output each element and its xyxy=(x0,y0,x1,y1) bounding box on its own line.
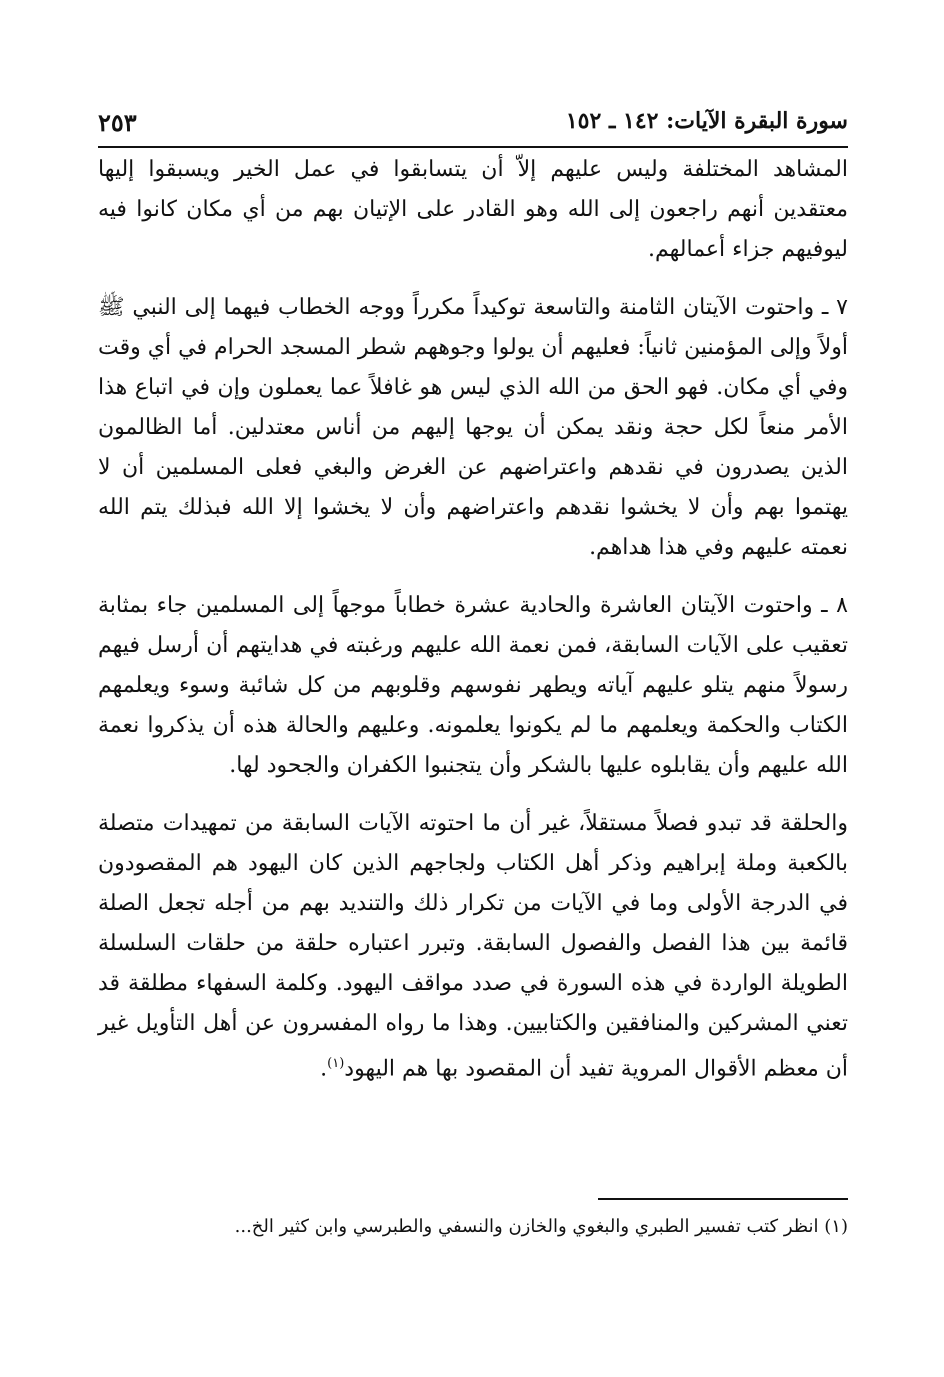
footnote-divider xyxy=(598,1198,848,1200)
footnote-reference: (١) xyxy=(327,1056,345,1071)
header-divider xyxy=(98,146,848,148)
running-title: سورة البقرة الآيات: ١٤٢ ـ ١٥٢ xyxy=(565,108,848,134)
paragraph-closing xyxy=(98,804,848,1089)
paragraph-point-7: ٧ ـ واحتوت الآيتان الثامنة والتاسعة توكيداً مكرراً ووجه الخطاب فيهما إلى النبي ﷺ أولاً وإلى المؤمنين ثانياً: فعليهم أن يولوا وجوههم شطر المسجد الحرام في أي وقت وفي أي مكان. فهو الحق من الله الذي ليس هو غافلاً عما يعملون وإن في اتباع هذا الأمر منعاً لكل حجة ونقد يمكن أن يوجها إليهم من أناس معتدلين. أما الظالمون الذين يصدرون في نقدهم واعتراضهم عن الغرض والبغي فعلى المسلمين أن لا يهتموا بهم وأن لا يخشوا نقدهم واعتراضهم وأن لا يخشوا إلا الله فبذلك يتم الله نعمته عليهم وفي هذا هداهم. xyxy=(98,295,848,560)
paragraph-closing-period: . xyxy=(320,1056,328,1082)
paragraph-continuation: المشاهد المختلفة وليس عليهم إلاّ أن يتسابقوا في عمل الخير ويسبقوا إليها معتقدين أنهم راجعون إلى الله وهو القادر على الإتيان بهم من أي مكان كانوا فيه ليوفيهم جزاء أعمالهم. xyxy=(98,157,848,262)
page-number: ٢٥٣ xyxy=(98,108,137,137)
paragraph-point-8: ٨ ـ واحتوت الآيتان العاشرة والحادية عشرة خطاباً موجهاً إلى المسلمين جاء بمثابة تعقيب على الآيات السابقة، فمن نعمة الله عليهم ورغبته في هدايتهم أن أرسل فيهم رسولاً منهم يتلو عليهم آياته ويطهر نفوسهم وقلوبهم من كل شائبة وسوء ويعلمهم الكتاب والحكمة ويعلمهم ما لم يكونوا يعلمونه. وعليهم والحالة هذه أن يذكروا نعمة الله عليهم وأن يقابلوه عليها بالشكر وأن يتجنبوا الكفران والجحود لها. xyxy=(98,593,848,778)
page-header xyxy=(98,108,848,144)
main-text xyxy=(98,150,848,1089)
footnote: (١) انظر كتب تفسير الطبري والبغوي والخازن والنسفي والطبرسي وابن كثير الخ... xyxy=(234,1216,848,1237)
paragraph-closing-text: والحلقة قد تبدو فصلاً مستقلاً، غير أن ما احتوته الآيات السابقة من تمهيدات متصلة بالكعبة وملة إبراهيم وذكر أهل الكتاب ولجاجهم الذين كان اليهود هم المقصودون في الدرجة الأولى وما في الآيات من تكرار ذلك والتنديد بهم من أجله تجعل الصلة قائمة بين هذا الفصل والفصول السابقة. وتبرر اعتباره حلقة من حلقات السلسلة الطويلة الواردة في هذه السورة في صدد مواقف اليهود. وكلمة السفهاء مطلقة قد تعني المشركين والمنافقين والكتابيين. وهذا ما رواه المفسرون عن أهل التأويل غير أن معظم الأقوال المروية تفيد أن المقصود بها هم اليهود xyxy=(98,811,848,1082)
